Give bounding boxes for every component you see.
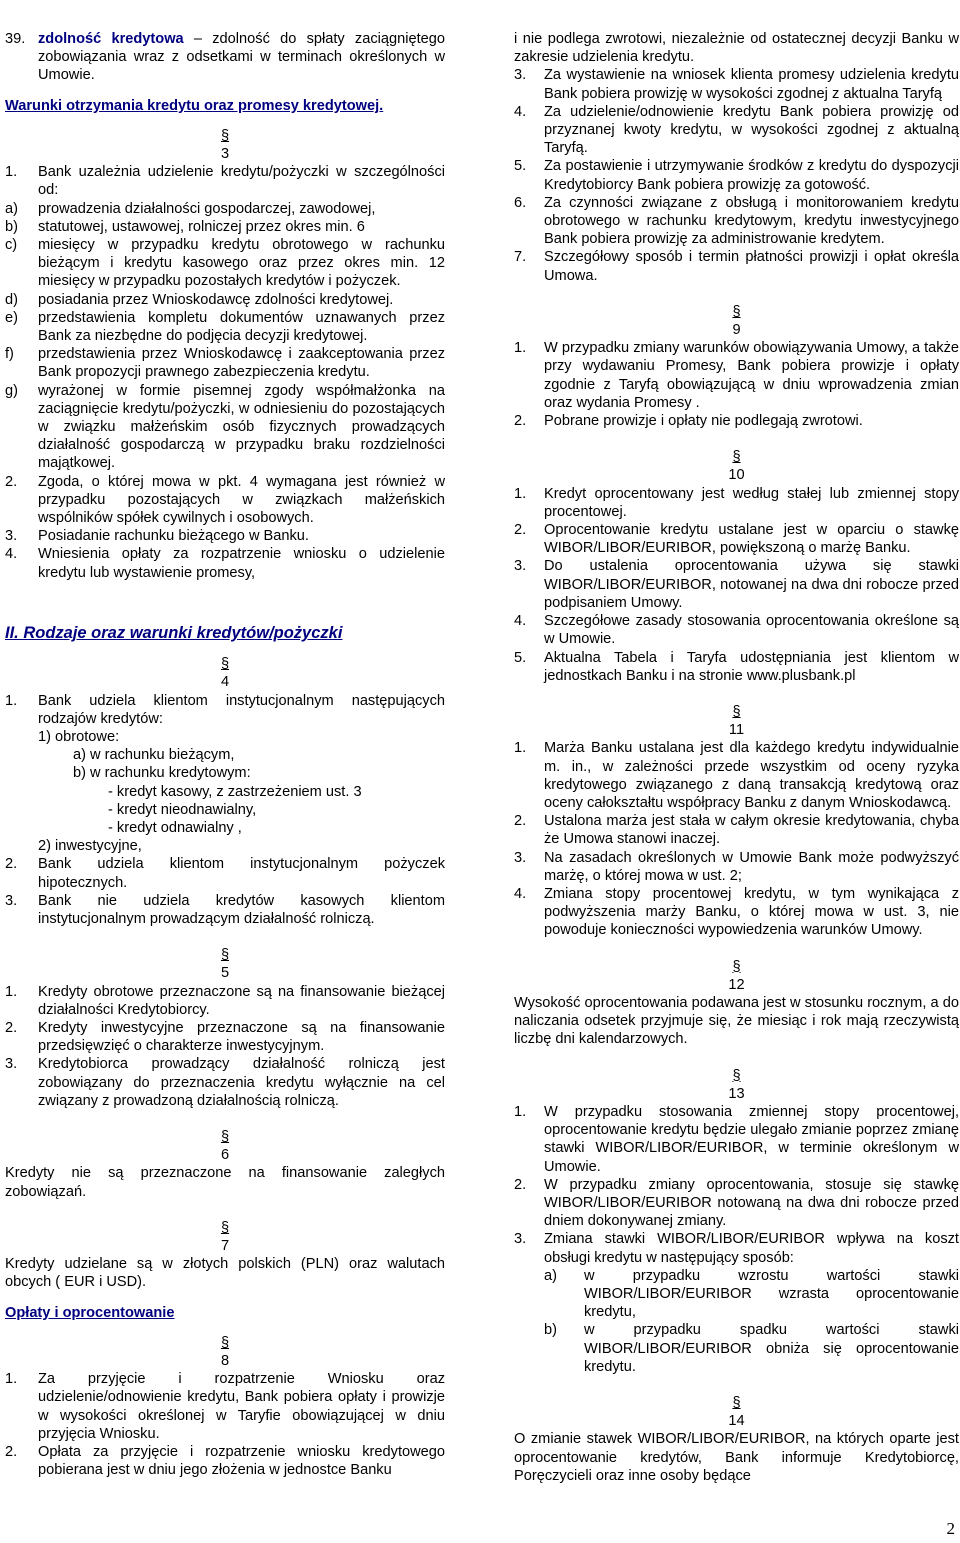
list-item bbox=[514, 1103, 959, 1176]
paragraph: O zmianie stawek WIBOR/LIBOR/EURIBOR, na których oparte jest oprocentowanie kredytów, Bank informuje Kredytobiorcę, Poręczycieli oraz inne osoby będące bbox=[514, 1431, 959, 1484]
paragraph: i nie podlega zwrotowi, niezależnie od ostatecznej decyzji Banku w zakresie udzielenia kredytu. bbox=[514, 31, 959, 66]
list-item bbox=[5, 545, 445, 581]
item-number: 1. bbox=[514, 740, 527, 757]
item-number: 3. bbox=[514, 67, 527, 84]
item-number: a) bbox=[544, 1267, 557, 1284]
list-item: 2) inwestycyjne, bbox=[38, 838, 142, 855]
item-text: Szczegółowy sposób i termin płatności prowizji i opłat określa Umowa. bbox=[544, 249, 959, 284]
item-number: 6. bbox=[514, 194, 527, 211]
item-text: przedstawienia kompletu dokumentów uznawanych przez Bank za niezbędne do podjęcia decyzji kredytowej. bbox=[38, 309, 445, 345]
list-item bbox=[544, 1267, 959, 1322]
item-number: 1. bbox=[514, 1103, 527, 1120]
item-text: statutowej, ustawowej, rolniczej przez okres min. 6 bbox=[38, 218, 365, 235]
list-item bbox=[5, 382, 445, 473]
section-symbol-13: § 13 bbox=[728, 1067, 745, 1102]
section-symbol-12: § 12 bbox=[728, 958, 745, 993]
list-item bbox=[5, 473, 445, 528]
list-item bbox=[514, 849, 959, 885]
list-item bbox=[514, 485, 959, 521]
list-item bbox=[514, 339, 959, 412]
numbered-list bbox=[5, 1370, 445, 1479]
item-number: 39. bbox=[5, 31, 26, 47]
item-text: Za postawienie i utrzymywanie środków z kredytu do dyspozycji Kredytobiorcy Bank pobiera prowizję za gotowość. bbox=[544, 158, 959, 193]
item-number: 3. bbox=[514, 558, 527, 575]
chapter-heading: II. Rodzaje oraz warunki kredytów/pożyczki bbox=[5, 623, 343, 642]
item-number: 2. bbox=[5, 473, 18, 490]
item-text: W przypadku zmiany oprocentowania, stosuje się stawkę WIBOR/LIBOR/EURIBOR notowaną na dwa dni robocze przed dniem dokonywanej zmiany. bbox=[544, 1176, 959, 1230]
list-item bbox=[5, 855, 445, 891]
list-item bbox=[514, 1230, 959, 1266]
item-text: wyrażonej w formie pisemnej zgody współmałżonka na zaciągnięcie kredytu/pożyczki, w odniesieniu do pozostających w związku małżeńskim osób fizycznych prowadzących działalność gospodarczą w przypadku braku rozdzielności majątkowej. bbox=[38, 382, 445, 472]
dash-item: - kredyt kasowy, z zastrzeżeniem ust. 3 bbox=[108, 783, 362, 800]
numbered-list bbox=[514, 339, 959, 430]
item-text: Pobrane prowizje i opłaty nie podlegają zwrotowi. bbox=[544, 413, 863, 430]
list-item bbox=[514, 194, 959, 249]
item-number: 2. bbox=[5, 856, 18, 873]
item-number: 2. bbox=[5, 1444, 18, 1461]
item-number: 3. bbox=[5, 892, 18, 909]
list-item bbox=[514, 248, 959, 284]
list-item bbox=[5, 218, 445, 236]
item-text: Wniesienia opłaty za rozpatrzenie wniosku o udzielenie kredytu lub wystawienie promesy, bbox=[38, 546, 445, 581]
dash-item: - kredyt nieodnawialny, bbox=[108, 801, 257, 818]
item-text: posiadania przez Wnioskodawcę zdolności kredytowej. bbox=[38, 291, 394, 308]
item-text: Za wystawienie na wniosek klienta promesy udzielenia kredytu Bank pobiera prowizję w wysokości zgodnej z aktualna Taryfą bbox=[544, 67, 959, 102]
paragraph: Kredyty nie są przeznaczone na finansowanie zaległych zobowiązań. bbox=[5, 1165, 445, 1200]
section-symbol-7: § 7 bbox=[220, 1219, 230, 1254]
item-text: W przypadku zmiany warunków obowiązywania Umowy, a także przy wydawaniu Promesy, Bank pobiera prowizje i opłaty zgodnie z Taryfą obowiązującą w dniu wprowadzenia zmian oraz wydania Promesy . bbox=[544, 340, 960, 411]
list-item: 1. Bank udziela klientom instytucjonalnym następujących rodzajów kredytów: bbox=[5, 692, 445, 727]
item-text: Posiadanie rachunku bieżącego w Banku. bbox=[38, 528, 309, 545]
numbered-list bbox=[5, 473, 445, 582]
item-text: Zgoda, o której mowa w pkt. 4 wymagana jest również w przypadku pozostających w związkach małżeńskich wspólników spółek cywilnych i osobowych. bbox=[38, 473, 445, 527]
numbered-list bbox=[514, 485, 959, 685]
right-column bbox=[514, 30, 959, 1485]
sub-list bbox=[514, 1267, 959, 1376]
item-text: Za czynności związane z obsługą i monitorowaniem kredytu obrotowego w rachunku kredytowym, kredytu inwestycyjnego Bank pobiera prowizję za administrowanie kredytem. bbox=[544, 194, 959, 248]
item-text: Szczegółowe zasady stosowania oprocentowania określone są w Umowie. bbox=[544, 613, 959, 648]
list-item: a) w rachunku bieżącym, bbox=[73, 747, 235, 764]
definition-39 bbox=[5, 30, 445, 85]
item-text: Na zasadach określonych w Umowie Bank może podwyższyć marżę, o której mowa w ust. 2; bbox=[544, 849, 959, 884]
item-number: d) bbox=[5, 291, 18, 308]
list-item bbox=[5, 1370, 445, 1443]
numbered-list bbox=[514, 66, 959, 284]
list-item bbox=[5, 236, 445, 291]
list-item bbox=[5, 983, 445, 1019]
list-item: 1. Bank uzależnia udzielenie kredytu/pożyczki w szczególności od: bbox=[5, 164, 445, 199]
section-heading: Warunki otrzymania kredytu oraz promesy kredytowej. bbox=[5, 97, 384, 114]
item-text: Opłata za przyjęcie i rozpatrzenie wniosku kredytowego pobierana jest w dniu jego złożenia w jednostce Banku bbox=[38, 1444, 445, 1479]
item-text: Aktualna Tabela i Taryfa udostępniania jest klientom w jednostkach Banku i na stronie www.plusbank.pl bbox=[544, 649, 959, 684]
list-item bbox=[514, 412, 959, 430]
numbered-list bbox=[5, 983, 445, 1110]
item-number: 1. bbox=[5, 1371, 18, 1388]
list-item bbox=[514, 557, 959, 612]
list-item bbox=[514, 812, 959, 848]
list-item bbox=[514, 66, 959, 102]
item-number: 5. bbox=[514, 158, 527, 175]
loan-types bbox=[5, 728, 445, 855]
list-item bbox=[514, 739, 959, 812]
item-number: 4. bbox=[5, 546, 18, 563]
paragraph: Wysokość oprocentowania podawana jest w stosunku rocznym, a do naliczania odsetek przyjmuje się, że miesiąc i rok mają rzeczywistą liczbę dni kalendarzowych. bbox=[514, 994, 959, 1048]
list-item bbox=[5, 527, 445, 545]
item-number: g) bbox=[5, 382, 18, 399]
item-text: Oprocentowanie kredytu ustalane jest w oparciu o stawkę WIBOR/LIBOR/EURIBOR, powiększoną o marżę Banku. bbox=[544, 522, 959, 557]
list-item bbox=[514, 157, 959, 193]
list-item bbox=[5, 291, 445, 309]
section-symbol-11: § 11 bbox=[728, 703, 745, 739]
item-text: W przypadku stosowania zmiennej stopy procentowej, oprocentowanie kredytu będzie ulegało zmianie poprzez zmianę stawki WIBOR/LIBOR/EURIBOR, w terminie określonym w Umowie. bbox=[544, 1103, 959, 1175]
item-text: Marża Banku ustalana jest dla każdego kredytu indywidualnie m. in., w zależności przede wszystkim od oceny ryzyka kredytowego związanego z daną transakcją kredytową oraz oceny całokształtu współpracy Banku z danym Wnioskodawcą. bbox=[544, 740, 959, 811]
list-item bbox=[5, 200, 445, 218]
section-symbol-6: § 6 bbox=[220, 1128, 230, 1164]
item-number: 3. bbox=[514, 849, 527, 866]
item-text: w przypadku wzrostu wartości stawki WIBOR/LIBOR/EURIBOR wzrasta oprocentowanie kredytu, bbox=[584, 1267, 959, 1321]
dash-item: - kredyt odnawialny , bbox=[108, 819, 242, 836]
item-number: a) bbox=[5, 200, 18, 217]
section-symbol-10: § 10 bbox=[728, 449, 745, 484]
list-item bbox=[514, 649, 959, 685]
item-number: 2. bbox=[514, 522, 527, 539]
item-number: e) bbox=[5, 309, 18, 326]
item-number: 2. bbox=[514, 813, 527, 830]
item-number: 3. bbox=[5, 1056, 18, 1073]
definition-text: – zdolność do spłaty zaciągniętego zobowiązania wraz z odsetkami w terminach określonych w Umowie. bbox=[38, 31, 445, 84]
section-symbol-5: § 5 bbox=[220, 947, 230, 982]
item-text: Kredyt oprocentowany jest według stałej lub zmiennej stopy procentowej. bbox=[544, 485, 959, 520]
item-number: b) bbox=[544, 1322, 557, 1339]
item-number: 4. bbox=[514, 103, 527, 120]
item-number: 4. bbox=[514, 613, 527, 630]
list-item: 1) obrotowe: bbox=[38, 728, 120, 745]
item-number: 2. bbox=[514, 1176, 527, 1193]
list-item bbox=[5, 892, 445, 928]
section-symbol-9: § 9 bbox=[732, 303, 741, 339]
section-symbol-8: § 8 bbox=[220, 1334, 230, 1369]
item-text: Bank nie udziela kredytów kasowych klientom instytucjonalnym prowadzącym działalność rolniczą. bbox=[38, 892, 445, 927]
item-text: Kredyty inwestycyjne przeznaczone są na finansowanie przedsięwzięć o charakterze inwestycyjnym. bbox=[38, 1019, 445, 1055]
section-symbol-4: § 4 bbox=[220, 656, 230, 691]
item-number: 1. bbox=[514, 340, 527, 357]
item-text: Za przyjęcie i rozpatrzenie Wniosku oraz udzielenie/odnowienie kredytu, Bank pobiera opłaty i prowizje w wysokości określonej w Taryfie obowiązującej w dniu przyjęcia Wniosku. bbox=[38, 1371, 445, 1442]
item-number: 2. bbox=[5, 1019, 18, 1036]
item-text: Bank udziela klientom instytucjonalnym pożyczek hipotecznych. bbox=[38, 856, 445, 891]
item-number: c) bbox=[5, 237, 18, 254]
item-text: prowadzenia działalności gospodarczej, zawodowej, bbox=[38, 200, 376, 217]
item-text: Zmiana stopy procentowej kredytu, w tym wynikająca z podwyższenia marży Banku, o której mowa w ust. 3, nie powoduje konieczności wypowiedzenia warunków Umowy. bbox=[544, 885, 959, 939]
numbered-list bbox=[514, 739, 959, 939]
numbered-list bbox=[514, 1103, 959, 1267]
item-text: Za udzielenie/odnowienie kredytu Bank pobiera prowizję od przyznanej kwoty kredytu, w wysokości zgodnej z aktualną Taryfą. bbox=[544, 103, 959, 157]
section-symbol-14: § 14 bbox=[728, 1395, 745, 1430]
list-item bbox=[5, 1019, 445, 1055]
item-text: Zmiana stawki WIBOR/LIBOR/EURIBOR wpływa na koszt obsługi kredytu w następujący sposób: bbox=[544, 1231, 959, 1266]
item-number: 1. bbox=[5, 983, 18, 1000]
section-heading: Opłaty i oprocentowanie bbox=[5, 1304, 175, 1321]
list-item bbox=[5, 309, 445, 345]
list-item bbox=[5, 1443, 445, 1479]
item-number: 1. bbox=[514, 485, 527, 502]
list-item: b) w rachunku kredytowym: bbox=[73, 765, 251, 782]
item-text: Kredytobiorca prowadzący działalność rolniczą jest zobowiązany do przeznaczenia kredytu wyłącznie na cel związany z prowadzoną działalnością rolniczą. bbox=[38, 1056, 445, 1109]
list-item bbox=[5, 1055, 445, 1110]
item-number: 4. bbox=[514, 885, 527, 902]
list-item bbox=[5, 345, 445, 381]
list-item bbox=[514, 885, 959, 940]
item-text: Ustalona marża jest stała w całym okresie kredytowania, chyba że Umowa stanowi inaczej. bbox=[544, 813, 959, 848]
item-text: miesięcy w przypadku kredytu obrotowego w rachunku bieżącym i kredytu kasowego oraz przez okres min. 12 miesięcy w przypadku pozostałych kredytów i pożyczek. bbox=[38, 237, 445, 290]
list-item bbox=[544, 1321, 959, 1376]
item-text: przedstawienia przez Wnioskodawcę i zaakceptowania przez Bank propozycji prawnego zabezpieczenia kredytu. bbox=[38, 346, 445, 381]
left-column bbox=[5, 30, 445, 1479]
item-number: 2. bbox=[514, 413, 527, 430]
item-number: b) bbox=[5, 218, 18, 235]
defined-term: zdolność kredytowa bbox=[38, 31, 184, 47]
item-text: w przypadku spadku wartości stawki WIBOR/LIBOR/EURIBOR obniża się oprocentowanie kredytu. bbox=[584, 1322, 959, 1375]
item-text: Kredyty obrotowe przeznaczone są na finansowanie bieżącej działalności Kredytobiorcy. bbox=[38, 983, 445, 1018]
list-item bbox=[514, 1176, 959, 1231]
section-symbol-3: § 3 bbox=[220, 127, 230, 163]
page-number: 2 bbox=[946, 1519, 955, 1538]
item-number: 3. bbox=[5, 528, 18, 545]
item-number: 5. bbox=[514, 649, 527, 666]
item-number: f) bbox=[5, 346, 14, 363]
item-number: 7. bbox=[514, 249, 527, 266]
paragraph: Kredyty udzielane są w złotych polskich (PLN) oraz walutach obcych ( EUR i USD). bbox=[5, 1256, 445, 1291]
list-item bbox=[514, 103, 959, 158]
numbered-list bbox=[5, 855, 445, 928]
item-text: Do ustalenia oprocentowania używa się stawki WIBOR/LIBOR/EURIBOR, notowanej na dwa dni robocze przed podpisaniem Umowy. bbox=[544, 558, 959, 611]
item-number: 3. bbox=[514, 1231, 527, 1248]
condition-list bbox=[5, 200, 445, 473]
list-item bbox=[514, 612, 959, 648]
list-item bbox=[514, 521, 959, 557]
